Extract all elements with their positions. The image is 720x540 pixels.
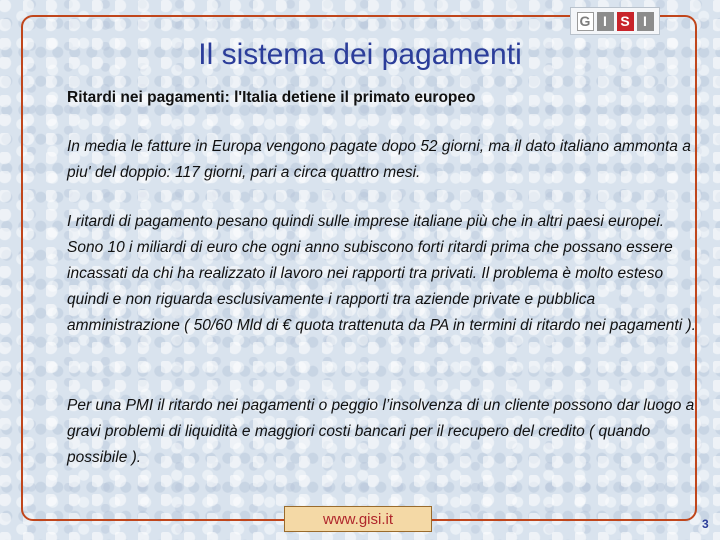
page-number: 3 bbox=[702, 517, 709, 531]
logo-letter-g: G bbox=[577, 12, 594, 31]
gisi-logo bbox=[570, 7, 660, 35]
logo-letter-i: I bbox=[597, 12, 614, 31]
paragraph-pmi: Per una PMI il ritardo nei pagamenti o peggio l’insolvenza di un cliente possono dar luogo a gravi problemi di liquidità e maggiori costi bancari per il recupero del credito ( quando possibile ). bbox=[67, 397, 695, 466]
website-link[interactable]: www.gisi.it bbox=[284, 506, 432, 532]
paragraph-delays: I ritardi di pagamento pesano quindi sulle imprese italiane più che in altri paesi europei. Sono 10 i miliardi di euro che ogni anno subiscono forti ritardi prima che possano essere incassati da chi ha realizzato il lavoro nei rapporti tra privati. Il problema è molto esteso quindi e non riguarda esclusivamente i rapporti tra aziende private e pubblica amministrazione ( 50/60 Mld di € quota trattenuta da PA in termini di ritardo nei pagamenti ). bbox=[67, 213, 696, 334]
slide-subtitle: Ritardi nei pagamenti: l'Italia detiene il primato europeo bbox=[67, 89, 476, 106]
paragraph-invoices: In media le fatture in Europa vengono pagate dopo 52 giorni, ma il dato italiano ammonta a piu' del doppio: 117 giorni, pari a circa quattro mesi. bbox=[67, 138, 691, 181]
logo-letter-i-2: I bbox=[637, 12, 654, 31]
slide-title: Il sistema dei pagamenti bbox=[198, 38, 522, 71]
logo-letter-s: S bbox=[617, 12, 634, 31]
